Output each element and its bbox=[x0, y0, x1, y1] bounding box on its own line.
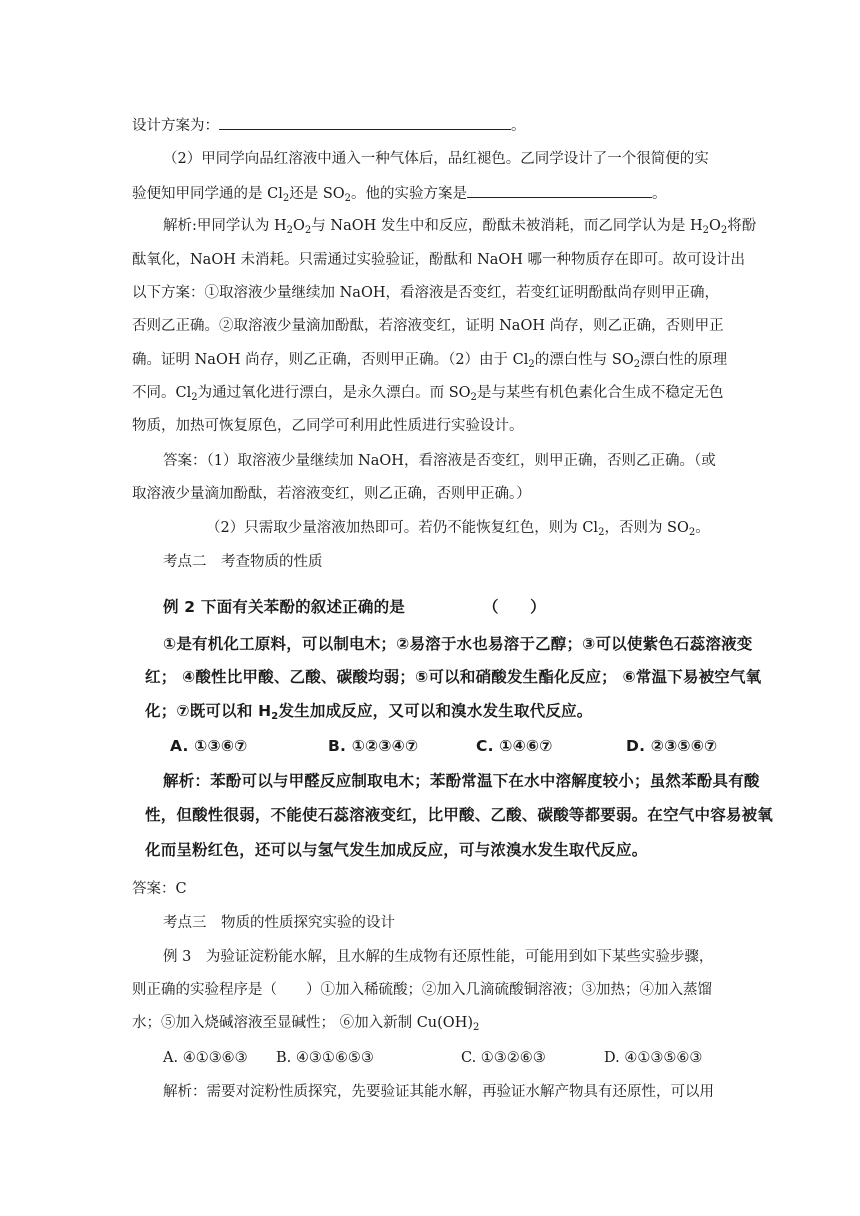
option-c[interactable]: C. ①③②⑥③ bbox=[461, 1050, 546, 1066]
example-2-line-1: ①是有机化工原料，可以制电木；②易溶于水也易溶于乙醇；③可以使紫色石蕊溶液变 bbox=[163, 635, 753, 653]
section-3-title: 考点三 物质的性质探究实验的设计 bbox=[163, 915, 395, 931]
design-plan-label: 设计方案为： bbox=[132, 118, 219, 134]
answer-2: 答案：C bbox=[132, 881, 187, 897]
experiment-plan-blank bbox=[467, 182, 652, 198]
analysis-1-line-3: 以下方案：①取溶液少量继续加 NaOH，看溶液是否变红，若变红证明酚酞尚存则甲正确， bbox=[132, 285, 719, 301]
example-3-line-1: 例 3 为验证淀粉能水解，且水解的生成物有还原性能，可能用到如下某些实验步骤， bbox=[163, 949, 714, 965]
option-d[interactable]: D. ②③⑤⑥⑦ bbox=[626, 737, 718, 755]
design-plan-line: 设计方案为： 。 bbox=[132, 114, 526, 136]
option-d[interactable]: D. ④①③⑤⑥③ bbox=[604, 1050, 703, 1066]
analysis-1-line-1: 解析:甲同学认为 $H_2O_2$与 NaOH 发生中和反应，酚酞未被消耗，而乙同学认为是 $H_2O_2$将酚 bbox=[163, 218, 757, 236]
analysis-1-line-6: 不同。$Cl_2$为通过氧化进行漂白，是永久漂白。而 $SO_2$是与某些有机色素化合生成不稳定无色 bbox=[132, 385, 724, 403]
answer-paren: （ ） bbox=[482, 598, 546, 616]
example-2-title: 例 2 下面有关苯酚的叙述正确的是 （ ） bbox=[163, 598, 546, 616]
answer-1-line-2: 取溶液少量滴加酚酞，若溶液变红，则乙正确，否则甲正确。） bbox=[132, 486, 531, 502]
example-2-line-2: 红； ④酸性比甲酸、乙酸、碳酸均弱；⑤可以和硝酸发生酯化反应； ⑥常温下易被空气氧 bbox=[145, 668, 762, 686]
answer-1-line-1: 答案：（1）取溶液少量继续加 NaOH，看溶液是否变红，则甲正确，否则乙正确。（或 bbox=[163, 453, 716, 469]
question-2-line-2: 验便知甲同学通的是 $Cl_2$还是 $SO_2$。他的实验方案是 。 bbox=[132, 182, 667, 204]
option-b[interactable]: B. ①②③④⑦ bbox=[328, 737, 419, 755]
analysis-1-line-7: 物质，加热可恢复原色，乙同学可利用此性质进行实验设计。 bbox=[132, 418, 524, 434]
example-2-options bbox=[170, 736, 717, 756]
section-2-title: 考点二 考查物质的性质 bbox=[163, 554, 323, 570]
question-2-line-1: （2）甲同学向品红溶液中通入一种气体后，品红褪色。乙同学设计了一个很简便的实 bbox=[163, 151, 709, 167]
example-3-line-3: 水；⑤加入烧碱溶液至显碱性； ⑥加入新制 $Cu(OH)_2$ bbox=[132, 1015, 480, 1033]
analysis-1-line-2: 酞氧化，NaOH 未消耗。只需通过实验验证，酚酞和 NaOH 哪一种物质存在即可。故可设计出 bbox=[132, 252, 746, 268]
option-a[interactable]: A. ④①③⑥③ bbox=[163, 1050, 248, 1066]
option-b[interactable]: B. ④③①⑥⑤③ bbox=[276, 1050, 374, 1066]
option-a[interactable]: A. ①③⑥⑦ bbox=[170, 737, 248, 755]
example-3-analysis-line-1: 解析：需要对淀粉性质探究，先要验证其能水解，再验证水解产物具有还原性，可以用 bbox=[163, 1084, 714, 1100]
analysis-1-line-4: 否则乙正确。②取溶液少量滴加酚酞，若溶液变红，证明 NaOH 尚存，则乙正确，否则甲正 bbox=[132, 318, 724, 334]
option-c[interactable]: C. ①④⑥⑦ bbox=[476, 737, 553, 755]
analysis-1-line-5: 确。证明 NaOH 尚存，则乙正确，否则甲正确。（2）由于 $Cl_2$的漂白性与 $SO_2$漂白性的原理 bbox=[132, 352, 728, 370]
example-3-line-2: 则正确的实验程序是（ ）①加入稀硫酸；②加入几滴硫酸铜溶液；③加热；④加入蒸馏 bbox=[132, 982, 712, 998]
example-2-analysis-line-3: 化而呈粉红色，还可以与氢气发生加成反应，可与浓溴水发生取代反应。 bbox=[145, 841, 648, 859]
example-2-analysis-line-2: 性，但酸性很弱，不能使石蕊溶液变红，比甲酸、乙酸、碳酸等都要弱。在空气中容易被氧 bbox=[145, 806, 774, 824]
design-plan-blank bbox=[219, 114, 511, 130]
example-3-options bbox=[163, 1048, 702, 1068]
answer-1-line-3: （2）只需取少量溶液加热即可。若仍不能恢复红色，则为 $Cl_2$，否则为 $SO_2$。 bbox=[206, 520, 710, 538]
example-2-line-3: 化；⑦既可以和 $H_2$发生加成反应，又可以和溴水发生取代反应。 bbox=[145, 702, 593, 722]
example-2-analysis-line-1: 解析：苯酚可以与甲醛反应制取电木；苯酚常温下在水中溶解度较小；虽然苯酚具有酸 bbox=[163, 772, 760, 790]
